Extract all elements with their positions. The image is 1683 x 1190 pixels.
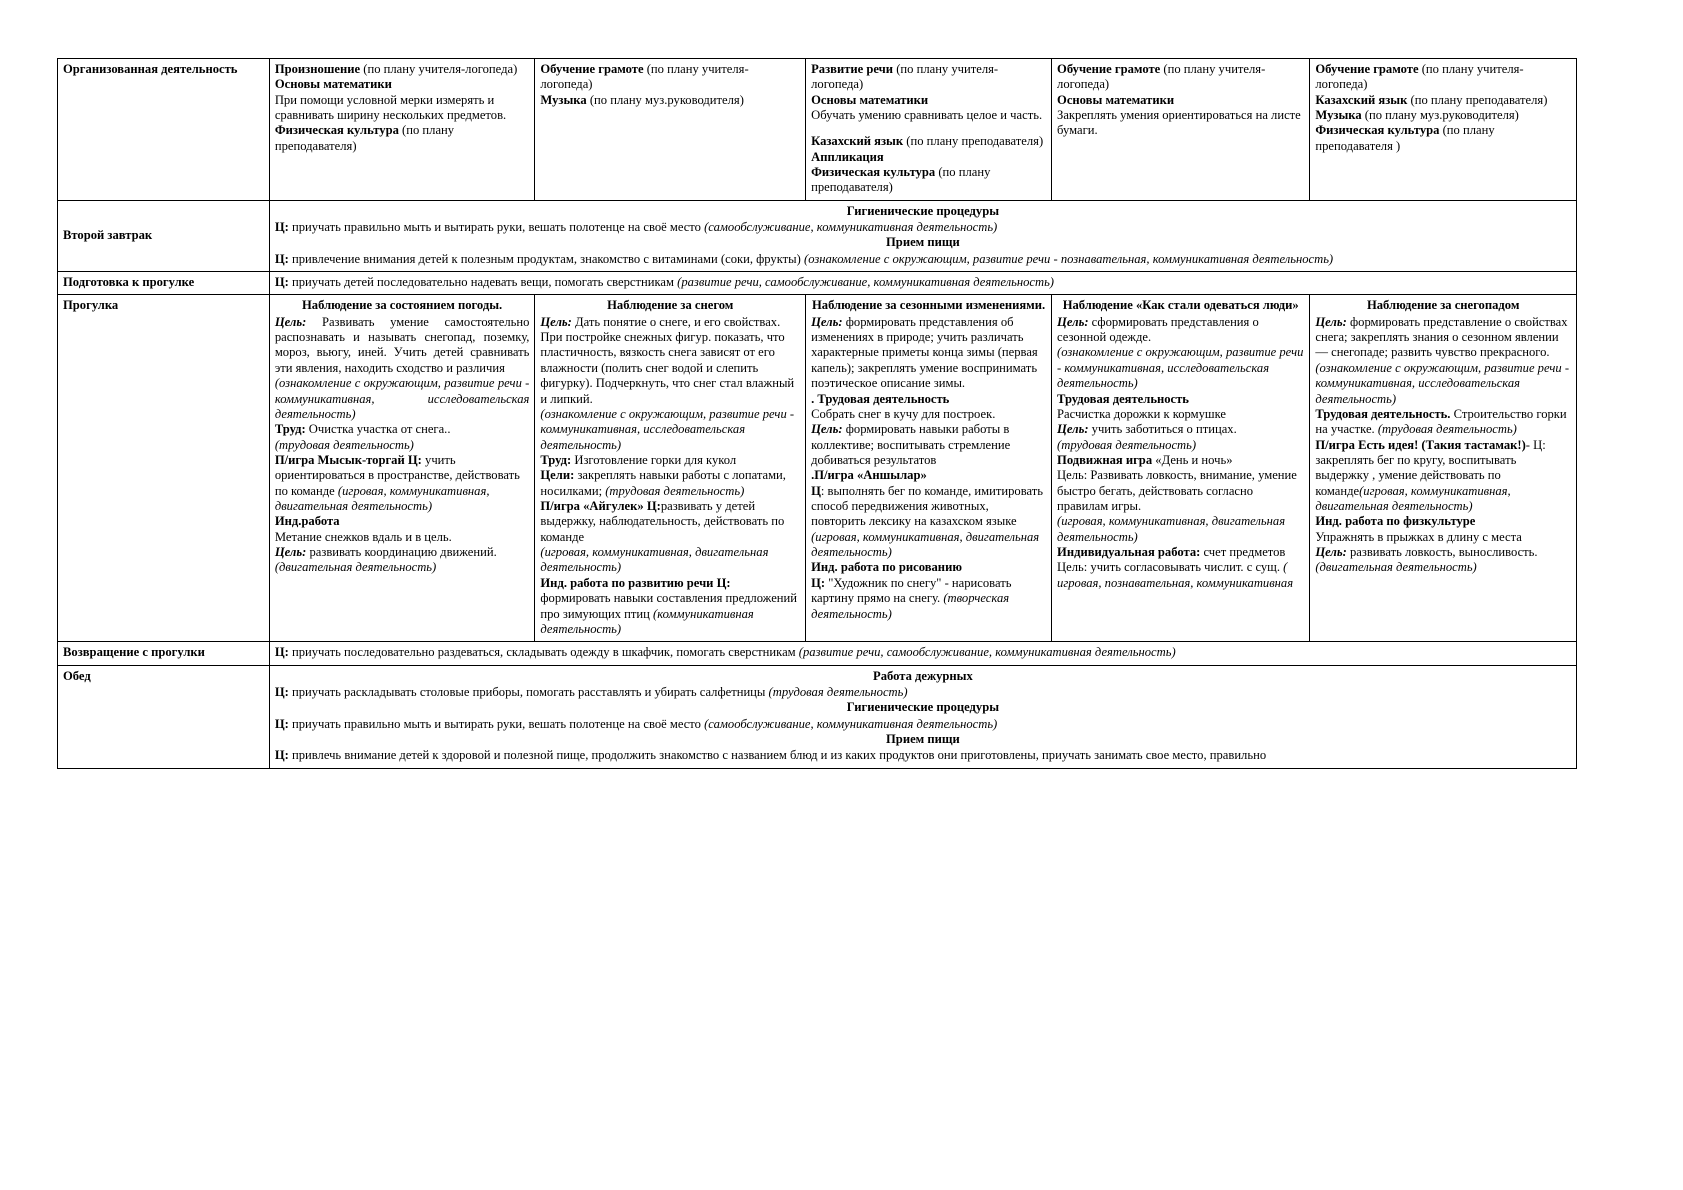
activity-subject: Казахский язык: [1315, 92, 1408, 107]
cell-organized-activity-1: [269, 59, 535, 201]
activity-line: [811, 134, 1046, 149]
row-label-walk: Прогулка: [58, 295, 270, 642]
activity-subject: Произношение: [274, 62, 361, 76]
block-lead: Цель:: [274, 314, 307, 329]
block-text: (трудовая деятельность): [1057, 437, 1197, 452]
activity-line: [811, 108, 1046, 123]
activity-line: [811, 62, 1046, 93]
cell-walk-4: [1052, 295, 1310, 642]
walk-block: [540, 576, 800, 637]
block-lead: Труд:: [540, 452, 572, 467]
walk-block: [1315, 315, 1571, 407]
cell-return-from-walk-content: [269, 642, 1576, 665]
activity-line: [1315, 123, 1571, 154]
table-row-lunch: [58, 665, 1577, 768]
block-text: Дать понятие о снеге, и его свойствах. При постройке снежных фигур. показать, что пластичность, вязкость снега зависят от его влажности (полить снег водой и слепить фигурку). Подчеркнуть, что снег стал влажный и липкий.: [540, 314, 795, 406]
walk-block: [811, 407, 1046, 422]
activity-subject: Физическая культура: [274, 123, 399, 138]
activity-line: [811, 93, 1046, 108]
walk-block: [275, 453, 530, 514]
activity-subject: Музыка: [540, 92, 587, 107]
goal-activity-types: (развитие речи, самообслуживание, коммуникативная деятельность): [798, 645, 1176, 660]
table-row-walk: [58, 295, 1577, 642]
block-text: (трудовая деятельность): [274, 437, 414, 452]
block-text: формировать представление о свойствах снега; закреплять знания о сезонном явлении — снегопаде; развить чувство прекрасного.: [1315, 314, 1568, 360]
activity-line: [1315, 93, 1571, 108]
activity-subject: Музыка: [1315, 108, 1362, 123]
activity-note: (по плану преподавателя): [903, 134, 1044, 149]
block-lead: Цель:: [811, 314, 843, 329]
observation-title: Наблюдение «Как стали одеваться люди»: [1062, 298, 1299, 313]
activity-subject: Обучение грамоте: [540, 62, 644, 76]
observation-title: Наблюдение за снегом: [607, 298, 734, 313]
goal-line: [275, 645, 1571, 660]
activity-line: [1057, 108, 1304, 139]
activity-subject: Обучение грамоте: [1057, 62, 1161, 76]
block-text: Строительство горки на участке.: [1315, 406, 1567, 437]
activity-subject: Физическая культура: [811, 164, 936, 179]
activity-note: (по плану муз.руководителя): [1361, 108, 1519, 123]
block-text: сформировать представления о сезонной одежде.: [1057, 314, 1259, 345]
table-row-walk-preparation: [58, 272, 1577, 295]
walk-block: [540, 545, 800, 576]
walk-block: [275, 438, 530, 453]
block-lead: .П/игра «Аншылар»: [811, 468, 927, 483]
goal-activity-types: (трудовая деятельность): [768, 685, 908, 699]
block-text: развивать ловкость, выносливость.: [1346, 545, 1538, 560]
goal-prefix: Ц:: [274, 645, 289, 660]
block-text: формировать представления об изменениях в природе; учить различать характерные приметы конца зимы (первая капель); закреплять умение воспринимать поэтическое описание зимы.: [811, 314, 1038, 391]
block-text: Цель: учить согласовывать числит. с сущ.: [1057, 560, 1284, 575]
activity-line: [1057, 62, 1304, 93]
block-lead: Инд. работа по физкультуре: [1315, 514, 1476, 529]
block-lead: Индивидуальная работа:: [1057, 545, 1201, 560]
block-lead: Цель:: [1315, 545, 1347, 560]
goal-text: приучать правильно мыть и вытирать руки, вешать полотенце на своё место: [288, 716, 705, 731]
activity-note: (по плану муз.руководителя): [586, 92, 744, 107]
section-heading-hygiene: Гигиенические процедуры: [846, 203, 1000, 218]
walk-block: [540, 407, 800, 453]
block-italic: (игровая, коммуникативная, двигательная деятельность): [274, 483, 490, 514]
block-text: (двигательная деятельность): [274, 560, 437, 575]
block-text: счет предметов: [1200, 545, 1286, 560]
block-text: : выполнять бег по команде, имитировать способ передвижения животных, повторить лексику на казахском языке: [811, 483, 1043, 529]
cell-organized-activity-2: [535, 59, 806, 201]
block-italic: (творческая деятельность): [811, 591, 1010, 621]
cell-organized-activity-5: [1310, 59, 1577, 201]
walk-block: [540, 453, 800, 468]
activity-note: (по плану преподавателя ): [1315, 123, 1495, 153]
cell-second-breakfast-content: [269, 200, 1576, 271]
table-row-return-from-walk: [58, 642, 1577, 665]
activity-subject: Физическая культура: [1315, 123, 1440, 138]
block-text: «День и ночь»: [1152, 452, 1233, 467]
block-lead: Цель:: [811, 422, 843, 437]
activity-subject: Основы математики: [274, 77, 392, 92]
block-text: Развивать умение самостоятельно распознавать и называть снегопад, поземку, мороз, вьюгу, иней. Учить детей сравнивать эти явления, находить сходство и различия: [274, 314, 530, 375]
goal-line: [275, 717, 1571, 732]
goal-prefix: Ц:: [274, 275, 289, 290]
goal-line: [275, 748, 1571, 763]
block-text: закреплять навыки работы с лопатами, носилками;: [540, 468, 786, 498]
table-row-organized-activity: [58, 59, 1577, 201]
block-lead: Инд. работа по развитию речи Ц:: [540, 575, 731, 590]
block-text: развивать координацию движений.: [306, 545, 497, 560]
walk-block: [1057, 315, 1304, 346]
walk-block: [1057, 392, 1304, 407]
walk-block: [275, 560, 530, 575]
block-text: Метание снежков вдаль и в цель.: [274, 529, 452, 544]
walk-block: [811, 422, 1046, 468]
table-row-second-breakfast: [58, 200, 1577, 271]
walk-block: [811, 576, 1046, 622]
activity-line: [275, 62, 530, 77]
block-lead: Инд. работа по рисованию: [811, 560, 962, 575]
block-text: Собрать снег в кучу для построек.: [811, 406, 996, 421]
goal-activity-types: (самообслуживание, коммуникативная деятельность): [704, 716, 998, 731]
block-text: формировать навыки работы в коллективе; воспитывать стремление добиваться результатов: [811, 422, 1011, 467]
block-text: учить ориентироваться в пространстве, действовать по команде: [274, 452, 520, 498]
walk-block: [1057, 545, 1304, 560]
cell-organized-activity-3: [806, 59, 1052, 201]
observation-title: Наблюдение за снегопадом: [1366, 298, 1520, 313]
walk-block: [1057, 407, 1304, 422]
goal-prefix: Ц:: [274, 685, 289, 699]
block-text: учить заботиться о птицах.: [1088, 422, 1237, 437]
goal-text: приучать детей последовательно надевать вещи, помогать сверстникам: [288, 275, 678, 290]
block-text: (игровая, коммуникативная, двигательная деятельность): [1057, 514, 1286, 544]
goal-activity-types: (развитие речи, самообслуживание, коммуникативная деятельность): [677, 275, 1054, 290]
activity-line: [275, 93, 530, 124]
walk-block: [1057, 345, 1304, 391]
row-label-return-from-walk: Возвращение с прогулки: [58, 642, 270, 665]
walk-block: [540, 315, 800, 407]
block-lead: Трудовая деятельность: [1057, 391, 1189, 406]
activity-note: (по плану учителя-логопеда): [811, 62, 999, 92]
walk-block: [1057, 468, 1304, 514]
cell-walk-2: [535, 295, 806, 642]
block-lead: Цели:: [540, 468, 575, 483]
activity-note: При помощи условной мерки измерять и сравнивать ширину нескольких предметов.: [274, 92, 507, 123]
activity-line: [1057, 93, 1304, 108]
block-italic: (коммуникативная деятельность): [540, 606, 754, 636]
block-text: - Ц: закреплять бег по кругу, воспитывать выдержку , умение действовать по команде: [1315, 437, 1546, 498]
goal-line: [275, 275, 1571, 290]
activity-line: [275, 77, 530, 92]
walk-block: [1315, 545, 1571, 560]
walk-block: [811, 468, 1046, 483]
activity-subject: Казахский язык: [811, 134, 904, 149]
block-text: (игровая, коммуникативная, двигательная деятельность): [540, 545, 769, 575]
walk-block: [811, 315, 1046, 392]
activity-line: [275, 123, 530, 154]
section-heading-meal: Прием пищи: [886, 235, 960, 250]
activity-line: [1315, 62, 1571, 93]
walk-block: [1057, 560, 1304, 591]
block-text: (ознакомление с окружающим, развитие речи - коммуникативная, исследовательская деятельность): [540, 406, 795, 452]
block-italic: ( игровая, познавательная, коммуникативная: [1057, 560, 1294, 590]
activity-line: [1315, 108, 1571, 123]
cell-walk-5: [1310, 295, 1577, 642]
block-lead: Труд:: [274, 422, 306, 437]
block-text: (ознакомление с окружающим, развитие речи - коммуникативная, исследовательская деятельность): [1057, 345, 1304, 391]
activity-spacer: [811, 123, 1046, 134]
daily-plan-table: [57, 58, 1577, 769]
block-lead: Цель:: [540, 314, 572, 329]
cell-lunch-content: [269, 665, 1576, 768]
activity-note: (по плану преподавателя): [811, 164, 991, 195]
walk-block: [1057, 514, 1304, 545]
section-heading-duty: Работа дежурных: [873, 668, 973, 683]
walk-block: [811, 392, 1046, 407]
block-text: Упражнять в прыжках в длину с места: [1315, 529, 1522, 544]
activity-subject: Основы математики: [1057, 92, 1175, 107]
goal-prefix: Ц:: [274, 219, 289, 234]
activity-note: (по плану учителя-логопеда): [1315, 62, 1524, 92]
block-italic: (трудовая деятельность): [605, 483, 745, 498]
activity-note: Обучать умению сравнивать целое и часть.: [811, 108, 1043, 123]
block-lead: Трудовая деятельность.: [1315, 406, 1451, 421]
activity-note: (по плану учителя-логопеда): [540, 62, 749, 92]
block-text: развивать у детей выдержку, наблюдательность, действовать по команде: [540, 499, 785, 544]
block-text: (двигательная деятельность): [1315, 560, 1477, 575]
walk-block: [1315, 530, 1571, 545]
goal-prefix: Ц:: [274, 748, 289, 763]
walk-block: [540, 499, 800, 545]
walk-block: [1315, 438, 1571, 515]
block-lead: Цель:: [1057, 422, 1089, 437]
walk-block: [811, 560, 1046, 575]
activity-line: [540, 93, 800, 108]
cell-organized-activity-4: [1052, 59, 1310, 201]
block-italic: (трудовая деятельность): [1377, 422, 1517, 437]
block-lead: Ц: [811, 483, 821, 498]
walk-block: [1057, 438, 1304, 453]
row-label-lunch: Обед: [58, 665, 270, 768]
cell-walk-3: [806, 295, 1052, 642]
activity-line: [811, 165, 1046, 196]
goal-line: [275, 252, 1571, 267]
walk-block: [275, 315, 530, 376]
block-lead: П/игра Есть идея! (Такия тастамак!): [1315, 437, 1526, 452]
block-italic: (ознакомление с окружающим, развитие речи - коммуникативная, исследовательская деятельность): [1315, 360, 1570, 406]
walk-block: [275, 545, 530, 560]
activity-subject: Основы математики: [811, 92, 929, 107]
section-heading-meal: Прием пищи: [886, 732, 960, 747]
row-label-second-breakfast: Второй завтрак: [58, 200, 270, 271]
block-lead: . Трудовая деятельность: [811, 391, 950, 406]
walk-block: [811, 484, 1046, 561]
goal-line: [275, 685, 1571, 700]
walk-block: [275, 530, 530, 545]
goal-activity-types: (ознакомление с окружающим, развитие речи - познавательная, коммуникативная деятельность): [804, 251, 1334, 266]
goal-text: приучать последовательно раздеваться, складывать одежду в шкафчик, помогать сверстникам: [288, 645, 799, 660]
block-lead: Ц:: [811, 575, 826, 590]
walk-block: [540, 468, 800, 499]
row-label-walk-preparation: Подготовка к прогулке: [58, 272, 270, 295]
walk-block: [1057, 453, 1304, 468]
goal-text: привлечение внимания детей к полезным продуктам, знакомство с витаминами (соки, фрукты): [288, 251, 804, 266]
goal-text: приучать раскладывать столовые приборы, помогать расставлять и убирать салфетницы: [288, 685, 769, 699]
observation-title: Наблюдение за состоянием погоды.: [302, 298, 503, 313]
activity-subject: Развитие речи: [811, 62, 894, 76]
block-text: Изготовление горки для кукол: [571, 452, 737, 467]
section-heading-hygiene: Гигиенические процедуры: [846, 700, 1000, 715]
observation-title: Наблюдение за сезонными изменениями.: [811, 298, 1046, 313]
activity-subject: Аппликация: [811, 149, 884, 164]
block-text: Цель: Развивать ловкость, внимание, умение быстро бегать, действовать согласно правилам игры.: [1057, 468, 1297, 514]
goal-text: приучать правильно мыть и вытирать руки, вешать полотенце на своё место: [288, 219, 705, 234]
goal-prefix: Ц:: [274, 716, 289, 731]
walk-block: [1315, 560, 1571, 575]
walk-block: [275, 422, 530, 437]
activity-note: (по плану преподавателя): [274, 123, 455, 153]
activity-note: (по плану преподавателя): [1407, 92, 1548, 107]
block-italic: (игровая, коммуникативная, двигательная деятельность): [1315, 483, 1511, 514]
block-italic: (игровая, коммуникативная, двигательная деятельность): [811, 529, 1040, 560]
activity-subject: Обучение грамоте: [1315, 62, 1419, 76]
walk-block: [275, 376, 530, 422]
block-lead: П/игра «Айгулек» Ц:: [540, 499, 661, 514]
walk-block: [275, 514, 530, 529]
row-label-organized-activity: Организованная деятельность: [58, 59, 270, 201]
cell-walk-preparation-content: [269, 272, 1576, 295]
walk-block: [1315, 407, 1571, 438]
goal-line: [275, 220, 1571, 235]
walk-block: [1315, 514, 1571, 529]
walk-block: [1057, 422, 1304, 437]
block-text: (ознакомление с окружающим, развитие речи - коммуникативная, исследовательская деятельность): [274, 376, 530, 421]
activity-note: (по плану учителя-логопеда): [360, 62, 518, 76]
goal-activity-types: (самообслуживание, коммуникативная деятельность): [704, 219, 998, 234]
goal-text: привлечь внимание детей к здоровой и полезной пище, продолжить знакомство с названием блюд и из каких продуктов они приготовлены, приучать занимать свое место, правильно: [288, 748, 1267, 763]
activity-note: (по плану учителя-логопеда): [1057, 62, 1266, 92]
goal-prefix: Ц:: [274, 251, 289, 266]
activity-note: Закреплять умения ориентироваться на листе бумаги.: [1057, 108, 1301, 138]
block-lead: П/игра Мысык-торгай Ц:: [274, 452, 422, 467]
block-lead: Цель:: [274, 545, 307, 560]
block-text: "Художник по снегу" - нарисовать картину прямо на снегу.: [811, 575, 1012, 606]
block-text: формировать навыки составления предложений про зимующих птиц: [540, 591, 798, 621]
block-lead: Цель:: [1315, 314, 1347, 329]
block-text: Расчистка дорожки к кормушке: [1057, 406, 1226, 421]
block-lead: Инд.работа: [274, 514, 340, 529]
activity-line: [811, 150, 1046, 165]
block-lead: Цель:: [1057, 314, 1089, 329]
block-lead: Подвижная игра: [1057, 452, 1153, 467]
cell-walk-1: [269, 295, 535, 642]
activity-line: [540, 62, 800, 93]
block-text: Очистка участка от снега..: [305, 422, 451, 437]
